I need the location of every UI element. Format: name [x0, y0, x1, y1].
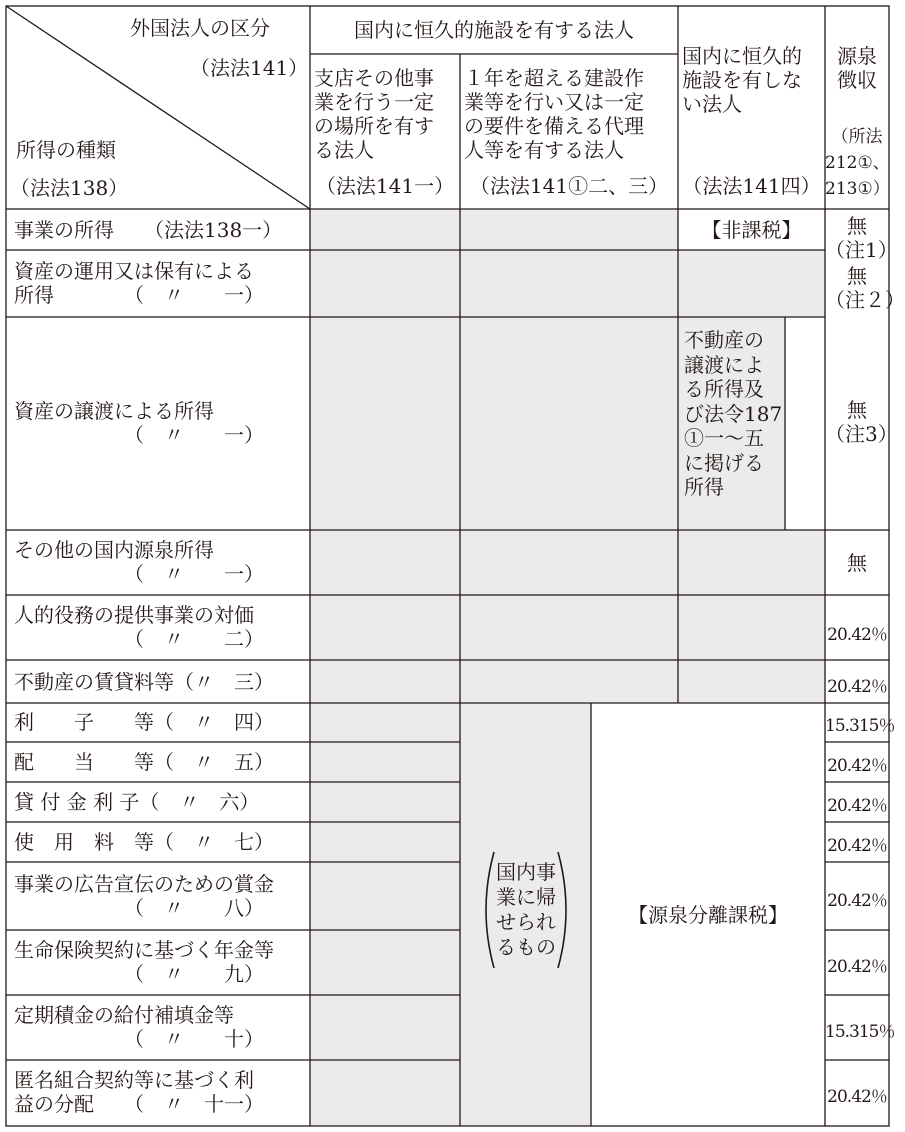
row-label-business-income: 事業の所得 （法法138一）	[14, 218, 283, 242]
col-construction-header: １年を超える建設作 業等を行い又は一定 の要件を備える代理 人等を有する法人	[464, 66, 644, 162]
withholding-rate: 20.42％	[827, 625, 887, 645]
row-label-interest: 利 子 等（ 〃 四）	[14, 710, 274, 734]
row-label-deposit-compensation: 定期積金の給付補填金等 （ 〃 十）	[14, 1003, 264, 1051]
col-no-pe-header: 国内に恒久的 施設を有しな い法人	[682, 44, 802, 116]
withholding-rate: 20.42％	[827, 957, 887, 977]
row-label-silent-partnership: 匿名組合契約等に基づく利 益の分配 （ 〃 十一）	[14, 1068, 264, 1116]
withholding-rate: 15.315％	[825, 716, 895, 736]
row-label-personal-services: 人的役務の提供事業の対価 （ 〃 二）	[14, 603, 264, 651]
corner-bottom-label: 所得の種類	[16, 138, 116, 162]
row-label-asset-transfer: 資産の譲渡による所得 （ 〃 一）	[14, 399, 264, 447]
col-no-pe-ref: （法法141四）	[682, 174, 821, 198]
corner-top-ref: （法法141）	[190, 56, 309, 80]
withholding-note-3: 無 （注3）	[825, 398, 898, 446]
col-construction-ref: （法法141①二、三）	[469, 174, 669, 198]
col-branch-header: 支店その他事 業を行う一定 の場所を有す る法人	[314, 66, 434, 162]
col-withholding-ref: （所法 212①、 213①）	[825, 127, 890, 199]
withholding-rate: 20.42％	[827, 891, 887, 911]
col-withholding-header: 源泉 徴収	[837, 44, 877, 92]
domestic-pe-header: 国内に恒久的施設を有する法人	[354, 18, 634, 42]
withholding-rate: 20.42％	[827, 836, 887, 856]
row-label-other-domestic: その他の国内源泉所得 （ 〃 一）	[14, 538, 264, 586]
withholding-note-2: 無 （注２）	[825, 264, 905, 312]
separate-withholding-note: 【源泉分離課税】	[628, 903, 788, 927]
row-label-asset-use: 資産の運用又は保有による 所得 （ 〃 一）	[14, 259, 264, 307]
corner-bottom-ref: （法法138）	[10, 176, 129, 200]
row-label-prize-money: 事業の広告宣伝のための賞金 （ 〃 八）	[14, 872, 274, 920]
col-branch-ref: （法法141一）	[315, 174, 455, 198]
withholding-rate: 20.42％	[827, 796, 887, 816]
row-label-real-estate-rent: 不動産の賃貸料等（〃 三）	[14, 670, 274, 694]
row-label-royalties: 使 用 料 等（ 〃 七）	[14, 830, 274, 854]
withholding-rate: 20.42％	[827, 677, 887, 697]
withholding-rate: 20.42％	[827, 756, 887, 776]
row-label-dividends: 配 当 等（ 〃 五）	[14, 750, 274, 774]
attributable-note: 国内事 業に帰 せられ るもの	[496, 860, 556, 959]
withholding-rate: 15.315％	[825, 1022, 895, 1042]
withholding-rate: 20.42％	[827, 1087, 887, 1107]
withholding-none: 無	[847, 551, 867, 575]
row-label-loan-interest: 貸 付 金 利 子（ 〃 六）	[14, 790, 260, 814]
row-label-life-insurance: 生命保険契約に基づく年金等 （ 〃 九）	[14, 938, 274, 986]
withholding-note-1: 無 （注1）	[825, 214, 898, 262]
real-estate-transfer-note: 不動産の 譲渡によ る所得及 び法令187 ①一～五 に掲げる 所得	[684, 328, 783, 499]
non-taxable-note: 【非課税】	[701, 218, 802, 242]
corner-top-label: 外国法人の区分	[130, 16, 270, 40]
